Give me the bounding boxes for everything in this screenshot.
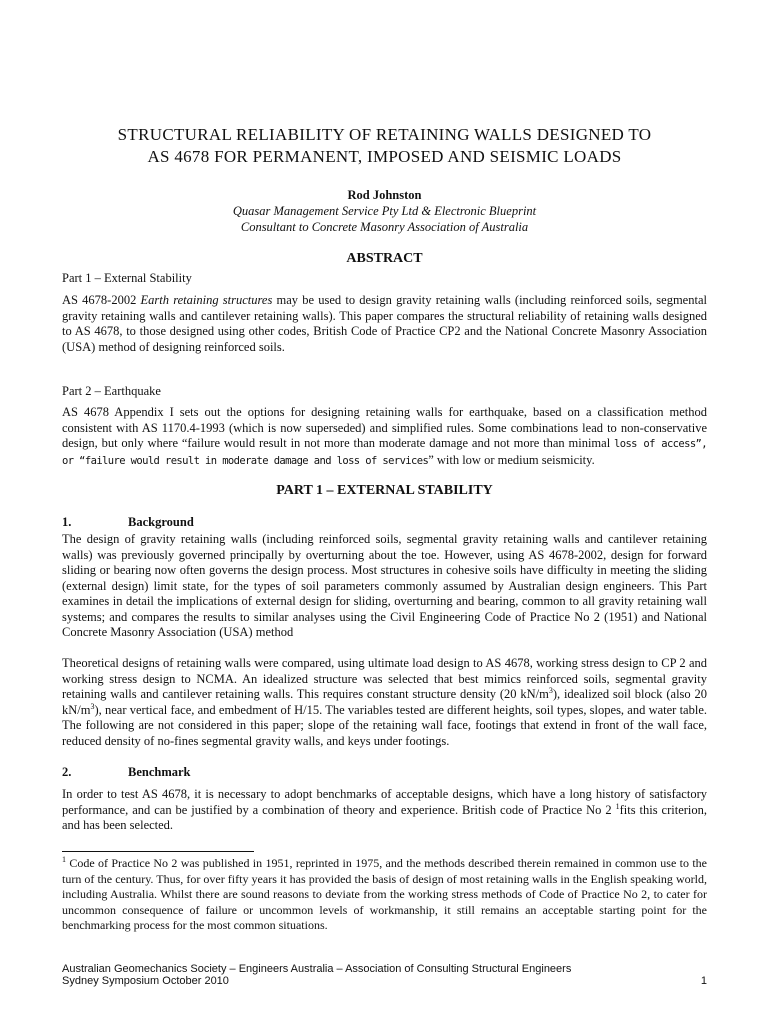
footnote: $^1$ Code of Practice No 2 was published in 1951, reprinted in 1975, and the methods described therein remained in common use to the turn of the century. Thus, for over fifty years it has provided the basis of design of most retaining walls in the English speaking world, including Australia. Whilst there are sound reasons to deviate from the working stress methods of Code of Practice No 2, to cater for uncommon consequence of failure or uncommon levels of workmanship, it still remains an acceptable starting point for the benchmarking process for the most common situations. [62,855,707,932]
affiliation-line-1: Quasar Management Service Pty Ltd & Electronic Blueprint [232,204,537,218]
quoted-criteria: loss of access”, or “failure would result in moderate damage and loss of services [62,438,707,467]
page-number: 1 [700,975,707,987]
affiliation-line-2: Consultant to Concrete Masonry Association of Australia [240,220,529,234]
abstract-heading: ABSTRACT [346,251,423,266]
footer-event: Sydney Symposium October 2010 [62,975,229,987]
section-title: Benchmark [128,765,191,779]
paper-title [62,124,707,168]
standard-title: Earth retaining structures [140,293,273,307]
part1-heading: PART 1 – EXTERNAL STABILITY [276,483,493,498]
section-2-heading [62,765,191,780]
title-line-2: AS 4678 FOR PERMANENT, IMPOSED AND SEISMIC LOADS [147,147,622,166]
background-paragraph-1: The design of gravity retaining walls (including reinforced soils, segmental gravity retaining walls and cantilever retaining walls) was previously governed principally by overturning about the toe. However, using AS 4678-2002, design for forward sliding or bearing now often governs the design process. Most structures in cohesive soils have difficulty in meeting the sliding (external design) limit state, for the types of soil parameters commonly assumed by Australian design engineers. This Part examines in detail the implications of external design for sliding, overturning and bearing, common to all gravity retaining wall systems; and compares the results to similar analyses using the Civil Engineering Code of Practice No 2 (1951) and National Concrete Masonry Association (USA) method [62,532,707,639]
background-paragraph-2: Theoretical designs of retaining walls were compared, using ultimate load design to AS 4678, working stress design to CP 2 and working stress design to NCMA. An idealized structure was selected that best mimics reinforced soils, segmental gravity retaining walls and cantilever retaining walls. This requires constant structure density (20 $kN/m^3$), idealized soil block (also 20 $kN/m^3$), near vertical face, and embedment of H/15. The variables tested are different heights, soil types, slopes, and water table. The following are not considered in this paper; slope of the retaining wall face, footings that extend in front of the wall face, reduced density of no-fines segmental gravity walls, and keys under footings. [62,656,707,748]
section-number: 1. [62,515,72,529]
title-line-1: STRUCTURAL RELIABILITY OF RETAINING WALLS DESIGNED TO [117,125,652,144]
footnote-separator [62,851,254,852]
section-title: Background [128,515,194,529]
footnote-marker: 1 [62,855,66,864]
part2-label: Part 2 – Earthquake [62,384,161,398]
superscript: 3 [548,685,553,695]
author-name: Rod Johnston [347,188,422,202]
section-number: 2. [62,765,72,779]
footer-organisations: Australian Geomechanics Society – Engineers Australia – Association of Consulting Structural Engineers [62,963,572,975]
benchmark-paragraph: In order to test AS 4678, it is necessary to adopt benchmarks of acceptable designs, which have a long history of satisfactory performance, and can be justified by a combination of theory and experience. British code of Practice No 2 $^1$fits this criterion, and has been selected. [62,787,707,832]
footnote-reference: 1 [615,801,620,811]
abstract-paragraph-2: AS 4678 Appendix I sets out the options for designing retaining walls for earthquake, based on a classification method consistent with AS 1170.4-1993 (which is now superseded) and simplified rules. Some combinations lead to non-conservative design, but only where “failure would result in not more than moderate damage and not more than minimal loss of access”, or “failure would result in moderate damage and loss of services” with low or medium seismicity. [62,405,707,467]
section-1-heading [62,515,194,530]
superscript: 3 [90,701,95,711]
abstract-paragraph-1: AS 4678-2002 Earth retaining structures may be used to design gravity retaining walls (including reinforced soils, segmental gravity retaining walls and cantilever retaining walls). This paper compares the structural reliability of retaining walls designed to AS 4678, to those designed using other codes, British Code of Practice CP2 and the National Concrete Masonry Association (USA) method of designing reinforced soils. [62,293,707,354]
part1-label: Part 1 – External Stability [62,271,192,285]
footer [62,963,707,987]
